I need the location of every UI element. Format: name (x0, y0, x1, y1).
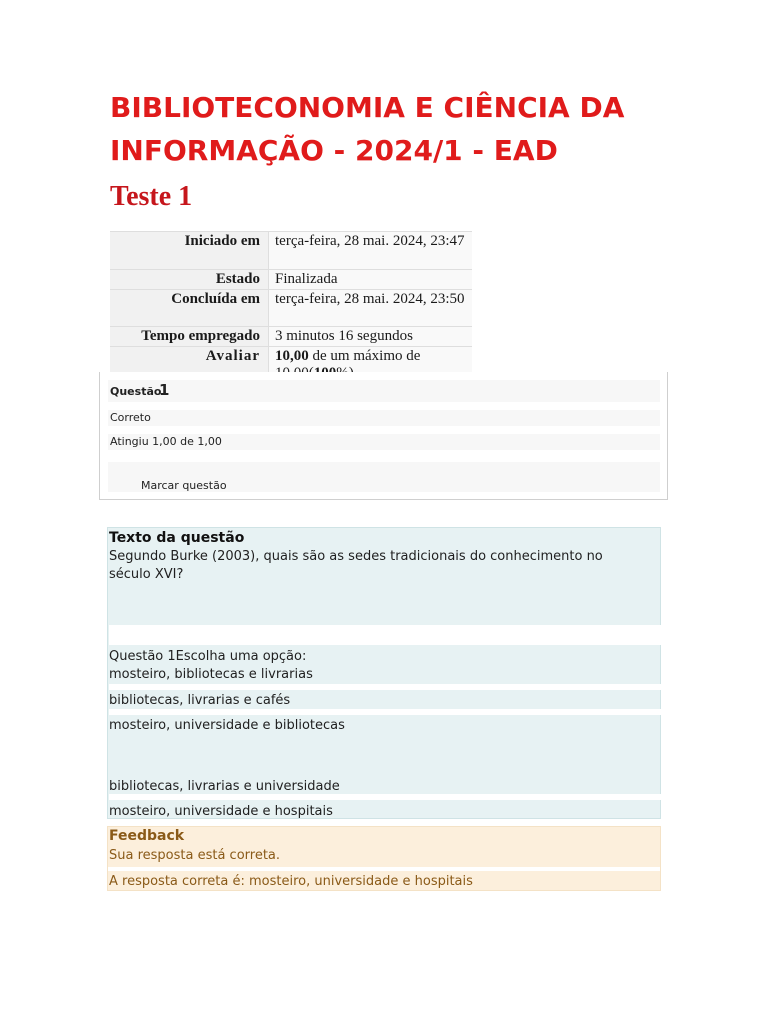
question-text-heading: Texto da questão (109, 530, 245, 546)
question-state-bar (108, 410, 660, 426)
answer-option[interactable]: mosteiro, bibliotecas e livrarias (109, 667, 313, 682)
question-grade-bar (108, 434, 660, 450)
course-title: BIBLIOTECONOMIA E CIÊNCIA DA INFORMAÇÃO - 2024/1 - EAD (110, 91, 625, 167)
question-state: Correto (110, 411, 151, 424)
state-label: Estado (110, 270, 269, 290)
summary-row-completed (110, 290, 472, 327)
question-text-line: Segundo Burke (2003), quais são as sedes tradicionais do conhecimento no (109, 549, 603, 564)
feedback-heading: Feedback (109, 828, 185, 844)
correct-answer-text: A resposta correta é: mosteiro, universidade e hospitais (109, 874, 473, 889)
answer-option[interactable]: bibliotecas, livrarias e cafés (109, 693, 291, 708)
feedback-panel (107, 826, 661, 891)
completed-label: Concluída em (110, 290, 269, 327)
divider (109, 625, 661, 645)
grade-mid: de um máximo de (312, 348, 421, 364)
state-value: Finalizada (269, 270, 473, 290)
grade-score: 10,00 (275, 348, 309, 364)
answer-prompt: Questão 1Escolha uma opção: (109, 649, 307, 664)
answer-option[interactable]: bibliotecas, livrarias e universidade (109, 779, 340, 794)
question-info-panel (99, 372, 668, 500)
feedback-result: Sua resposta está correta. (109, 848, 281, 863)
completed-value: terça-feira, 28 mai. 2024, 23:50 (269, 290, 473, 327)
attempt-summary-table (110, 231, 472, 383)
summary-row-state (110, 270, 472, 290)
time-value: 3 minutos 16 segundos (269, 327, 473, 347)
summary-row-time (110, 327, 472, 347)
time-label: Tempo empregado (110, 327, 269, 347)
started-label: Iniciado em (110, 232, 269, 270)
question-prefix: Questão (110, 385, 162, 398)
grade-label: Avaliar (110, 347, 269, 384)
answer-option[interactable]: mosteiro, universidade e hospitais (109, 804, 333, 819)
flag-question-label: Marcar questão (141, 479, 227, 492)
answer-option[interactable]: mosteiro, universidade e bibliotecas (109, 718, 345, 733)
divider (108, 867, 660, 871)
question-text-line: século XVI? (109, 567, 184, 582)
question-number: 1 (159, 381, 170, 399)
divider (109, 684, 661, 690)
started-value: terça-feira, 28 mai. 2024, 23:47 (269, 232, 473, 270)
flag-question-button[interactable] (108, 462, 660, 492)
quiz-title: Teste 1 (110, 181, 193, 212)
summary-row-started (110, 232, 472, 270)
question-text-panel (107, 527, 661, 819)
question-mark: Atingiu 1,00 de 1,00 (110, 435, 222, 448)
question-number-bar (108, 380, 660, 402)
